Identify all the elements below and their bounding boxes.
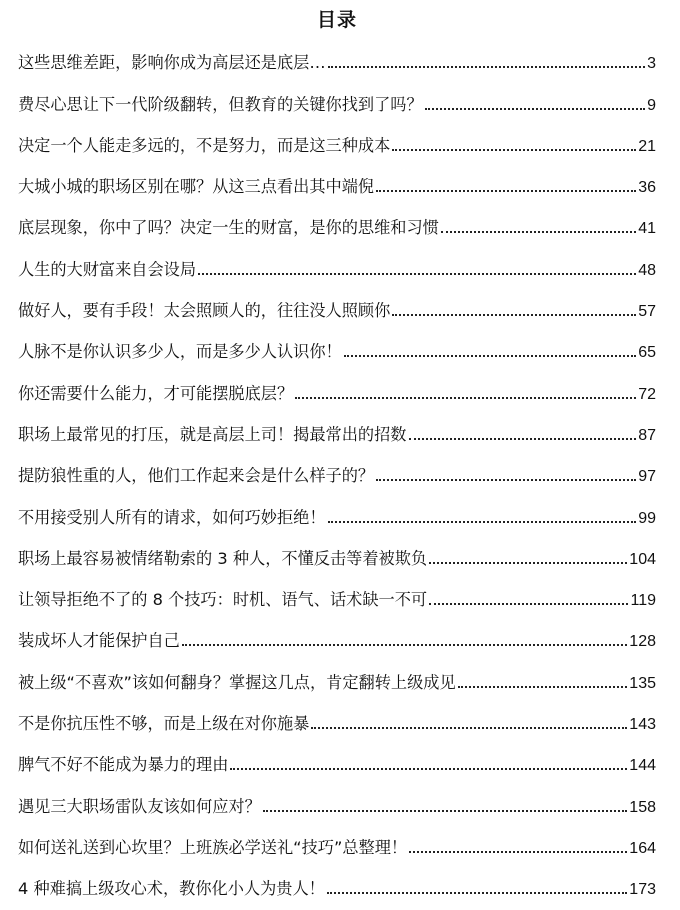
toc-entry-page-number: 164 [629, 839, 656, 857]
dot-leader [230, 768, 627, 770]
toc-entry-page-number: 104 [629, 550, 656, 568]
toc-entry-title: 决定一个人能走多远的，不是努力，而是这三种成本 [18, 135, 391, 155]
dot-leader [344, 355, 636, 357]
toc-entry-title: 提防狼性重的人，他们工作起来会是什么样子的？ [18, 466, 375, 486]
toc-entry-title: 你还需要什么能力，才可能摆脱底层？ [18, 383, 294, 403]
toc-entry-title: 不是你抗压性不够，而是上级在对你施暴 [18, 714, 310, 734]
dot-leader [295, 397, 636, 399]
dot-leader [429, 603, 628, 605]
toc-entry-page-number: 143 [629, 716, 656, 734]
toc-entry[interactable] [18, 490, 656, 531]
toc-entry[interactable] [18, 532, 656, 573]
toc-entry[interactable] [18, 862, 656, 903]
toc-entry-title: 脾气不好不能成为暴力的理由 [18, 755, 229, 775]
toc-entry-page-number: 21 [638, 137, 656, 155]
toc-entry[interactable] [18, 779, 656, 820]
dot-leader [182, 644, 627, 646]
toc-entry-page-number: 72 [638, 385, 656, 403]
toc-list [18, 36, 656, 903]
toc-entry-page-number: 48 [638, 261, 656, 279]
dot-leader [458, 686, 628, 688]
toc-entry-page-number: 144 [629, 757, 656, 775]
toc-entry[interactable] [18, 366, 656, 407]
toc-entry-title: 让领导拒绝不了的 8 个技巧：时机、语气、话术缺一不可 [18, 590, 428, 610]
toc-entry-page-number: 87 [638, 426, 656, 444]
toc-entry-page-number: 173 [629, 881, 656, 899]
toc-entry[interactable] [18, 284, 656, 325]
toc-entry[interactable] [18, 655, 656, 696]
toc-entry-title: 装成坏人才能保护自己 [18, 631, 180, 651]
toc-entry-page-number: 57 [638, 303, 656, 321]
toc-entry-page-number: 99 [638, 509, 656, 527]
dot-leader [425, 108, 645, 110]
toc-entry[interactable] [18, 738, 656, 779]
dot-leader [409, 438, 637, 440]
toc-entry-page-number: 9 [647, 96, 656, 114]
toc-entry-title: 职场上最容易被情绪勒索的 3 种人，不懂反击等着被欺负 [18, 548, 428, 568]
toc-entry-page-number: 65 [638, 344, 656, 362]
toc-entry-title: 人生的大财富来自会设局 [18, 259, 197, 279]
toc-entry-title: 如何送礼送到心坎里？上班族必学送礼“技巧”总整理！ [18, 837, 408, 857]
dot-leader [327, 892, 627, 894]
dot-leader [441, 231, 636, 233]
toc-entry[interactable] [18, 449, 656, 490]
dot-leader [376, 479, 636, 481]
toc-entry-title: 遇见三大职场雷队友该如何应对？ [18, 796, 261, 816]
dot-leader [409, 851, 627, 853]
toc-entry-title: 这些思维差距，影响你成为高层还是底层… [18, 53, 326, 73]
toc-entry-title: 职场上最常见的打压，就是高层上司！揭最常出的招数 [18, 424, 407, 444]
dot-leader [376, 190, 636, 192]
toc-entry-title: 人脉不是你认识多少人，而是多少人认识你！ [18, 342, 342, 362]
toc-entry[interactable] [18, 36, 656, 77]
toc-entry-title: 被上级“不喜欢”该如何翻身？掌握这几点，肯定翻转上级成见 [18, 672, 456, 692]
dot-leader [263, 810, 627, 812]
toc-entry-title: 做好人，要有手段！太会照顾人的，往往没人照顾你 [18, 301, 391, 321]
toc-entry-title: 底层现象，你中了吗？决定一生的财富，是你的思维和习惯 [18, 218, 439, 238]
dot-leader [328, 521, 637, 523]
dot-leader [311, 727, 627, 729]
toc-entry-title: 不用接受别人所有的请求，如何巧妙拒绝！ [18, 507, 326, 527]
toc-entry-title: 费尽心思让下一代阶级翻转，但教育的关键你找到了吗？ [18, 94, 423, 114]
toc-entry[interactable] [18, 77, 656, 118]
dot-leader [392, 149, 636, 151]
toc-entry-page-number: 3 [647, 55, 656, 73]
toc-entry-page-number: 135 [629, 674, 656, 692]
toc-entry[interactable] [18, 325, 656, 366]
toc-entry[interactable] [18, 160, 656, 201]
toc-title: 目录 [316, 9, 357, 31]
dot-leader [198, 273, 636, 275]
toc-entry-page-number: 41 [638, 220, 656, 238]
toc-entry[interactable] [18, 242, 656, 283]
toc-entry-title: 4 种难搞上级攻心术，教你化小人为贵人！ [18, 879, 325, 899]
toc-entry[interactable] [18, 408, 656, 449]
dot-leader [328, 66, 646, 68]
toc-entry-page-number: 128 [629, 633, 656, 651]
toc-entry[interactable] [18, 614, 656, 655]
toc-entry[interactable] [18, 573, 656, 614]
toc-entry-page-number: 158 [629, 798, 656, 816]
toc-entry[interactable] [18, 697, 656, 738]
toc-entry-page-number: 97 [638, 468, 656, 486]
toc-entry-page-number: 36 [638, 179, 656, 197]
toc-entry[interactable] [18, 201, 656, 242]
toc-entry[interactable] [18, 119, 656, 160]
toc-entry[interactable] [18, 821, 656, 862]
toc-entry-title: 大城小城的职场区别在哪？从这三点看出其中端倪 [18, 177, 375, 197]
dot-leader [429, 562, 627, 564]
toc-entry-page-number: 119 [630, 592, 656, 610]
dot-leader [392, 314, 636, 316]
